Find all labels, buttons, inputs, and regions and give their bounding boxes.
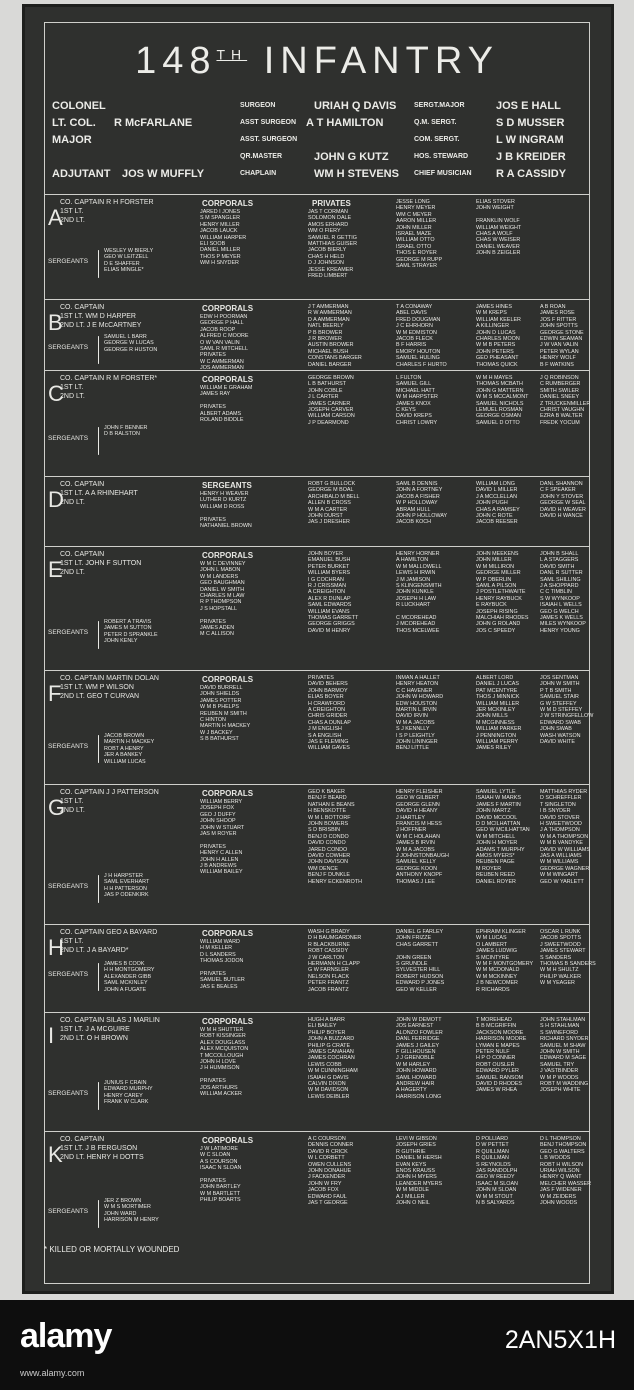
privates-column: A C COURSON DENNIS CONNER DAVID R CRICK W L CORBETT OWEN CULLENS JOHN DONAHUE J FACKENDER JOHN W FRY JACOB FOX EDWARD FAUL JAS T GEORGE	[308, 1136, 354, 1207]
privates-column: WILLIAM LONG DAVID L MILLER J A MCCLELLAN JOHN PUGH CHAS A RAMSEY JOHN C ROTE JACOB REESER	[476, 481, 520, 526]
privates-column: L FULTON SAMUEL GILL MICHAEL HATT W M HARPSTER JAMES KNOX C KEYS DAVID KREPS CHRIST LOWRY	[396, 375, 438, 426]
sgt-major-name: JOS E HALL	[496, 100, 561, 112]
title-word: INFANTRY	[247, 40, 499, 82]
privates-column: JOHN STAHLMAN S H STAHLMAN S SWINEFORD RICHARD SNYDER SAMUEL M SHAW JOHN W SMITH EDWARD M SAGE SAMUEL TRY J VASTBINDER W M P WOODS ROBT M WADDING JOSEPH WHITE	[540, 1017, 589, 1094]
sergeants-label: SERGEANTS	[48, 971, 89, 978]
privates-column: INMAN A HALLET HENRY HEATON C C HAVENER JOHN W HOWARD EDW HOUSTON MARTIN L IRVIN DAVID IRVIN W M A JACOBS S J KENNLLY I S P LEIGHTLY JOHN LININGER BENJ LITTLE	[396, 675, 444, 752]
company-officers: CO. CAPTAIN SILAS J MARLIN 1ST LT. J A MCGUIRE 2ND LT. O H BROWN	[60, 1017, 160, 1042]
company-letter: F	[48, 681, 62, 706]
sergeants-brace	[98, 336, 99, 364]
privates-column: JAS T CORMAN SOLOMON DALE AMOS ERHARD WM O FIERY SAMUEL R GETTIG MATTHIAS GUISER JACOB BIERLY CHAS H HELD D J JOHNSON JESSE KREAMER FRED LIMBERT	[308, 209, 358, 280]
privates-column: MATTHIAS RYDER D SCHREFFLER T SINGLETON I B SNYDER DAVID STOVER H SWEETWOOD J A THOMPSON W M A THOMPSON W M B VANDYKE DAVID W WILLIAMS JAS A WILLIAMS W M WILLIAMS GEORGE WAGNER W M WINGART GEO W YARLETT	[540, 789, 590, 885]
chief-musician-label: CHIEF MUSICIAN	[414, 170, 472, 177]
company-k-roster	[44, 1131, 590, 1250]
sergeants-brace	[98, 250, 99, 278]
adjutant-name: JOS W MUFFLY	[122, 168, 205, 180]
qm-sergt-name: S D MUSSER	[496, 117, 565, 129]
company-letter: A	[48, 205, 63, 230]
privates-column: LEVI W GIBSON JOSEPH GRIES R GUTHRIE DANIEL M HERSH EVAN KEYS ENOS KRAUSS JOHN H MYERS LEANDER MYERS W M MIDDLE A J MILLER JOHN O NEIL	[396, 1136, 443, 1207]
company-officers: CO. CAPTAIN 1ST LT. JOHN F SUTTON 2ND LT.	[60, 551, 142, 576]
privates-column: HUGH A BARR ELI BAILEY PHILIP BOYER JOHN A BUZZARD PHILIP G CRATE JAMES CANAHAN JAMES COCHRAN LEWIS COBB W M CUNNINGHAM ISAIAH G DAVIS CALVIN DIXON W M DAVIDSON LEWIS DEIBLER	[308, 1017, 358, 1100]
company-a-roster	[44, 194, 590, 300]
privates-column: HENRY FLEISHER GEO W GILBERT GEORGE GLENN DAVID H HEANY J HARTLEY FRANCIS M HESS J HOFFNER W M C HOLAHAN JAMES B IRVIN W M A JACOBS J JOHNSTONBAUGH SAMUEL KELLY GEORGE KOON ANTHONY KNOPF THOMAS J LEE	[396, 789, 449, 885]
surgeon-name: URIAH Q DAVIS	[314, 100, 397, 112]
company-h-roster	[44, 924, 596, 1013]
company-letter: K	[48, 1142, 63, 1167]
company-letter: C	[48, 381, 64, 406]
corporals-list: WILLIAM BERRY JOSEPH FOX GEO J DUFFY JOHN SHOOP JOHN W STUART JAS M ROYER PRIVATES HENRY C ALLEN JOHN H ALLEN J B ANDREWS WILLIAM BAILEY	[200, 799, 245, 876]
sergeants-label: SERGEANTS	[48, 1208, 89, 1215]
company-letter: G	[48, 795, 66, 820]
company-officers: CO. CAPTAIN R M FORSTER* 1ST LT. 2ND LT.	[60, 375, 158, 400]
sergeants-list: JER Z BROWN W M S MORTIMER JOHN WARD HARRISON M HENRY	[104, 1198, 159, 1224]
privates-column: DANIEL G FARLEY JOHN FRIZZE CHAS GARRETT JOHN GREEN S GRUNDLE SYLVESTER HILL ROBERT HUDSON EDWARD P JONES GEO W KELLER	[396, 929, 445, 993]
company-b-roster	[44, 299, 590, 371]
company-officers: CO. CAPTAIN GEO A BAYARD 1ST LT. 2ND LT. J A BAYARD*	[60, 929, 158, 954]
sergeants-list: JACOB BROWN MARTIN H MACKEY ROBT A HENRY JER A BANKEY WILLIAM LUCAS	[104, 733, 155, 765]
hos-steward-name: J B KREIDER	[496, 151, 566, 163]
sergeants-brace	[98, 875, 99, 903]
asst-surgeon2-label: ASST. SURGEON	[240, 136, 298, 143]
qm-label: QR.MASTER	[240, 153, 282, 160]
company-officers: CO. CAPTAIN R H FORSTER 1ST LT. 2ND LT.	[60, 199, 154, 224]
privates-column: EPHRAIM KLINGER W M LUCAS O LAMBERT JAMES LUDWIG S MCINTYRE W M F MONTGOMERY W M MCDONALD W M MCKINNEY J B NEWCOMER R RICHARDS	[476, 929, 534, 993]
sergeants-brace	[98, 1082, 99, 1110]
sgt-major-label: SERGT.MAJOR	[414, 102, 465, 109]
privates-column: D POLLIARD D W PETTET R QUILLMAN R QUILLMAN S REYNOLDS JAS RANDOLPH GEO W REEDY ISAAC M SLOAN JOHN M SLOAN W M M STOUT N B SALYARDS	[476, 1136, 518, 1207]
corporals-heading: CORPORALS	[202, 199, 254, 208]
corporals-list: WILLIAM WARD H M KELLER D L SANDERS THOMAS JODON PRIVATES SAMUEL BUTLER JAS E BEALES	[200, 939, 245, 990]
title-number: 148	[135, 40, 217, 82]
company-officers: CO. CAPTAIN J J PATTERSON 1ST LT. 2ND LT.	[60, 789, 159, 814]
privates-column: J Q ROBINSON C RUMBERGER SMITH SWILER DANIEL SNEEY Z TRUCKENMILLER CHRIST VAUGHN EZRA B WALTER FREDK YOCUM	[540, 375, 591, 426]
sergeants-brace	[98, 621, 99, 649]
privates-column: JOHN MEEKENS JOHN MILLER W M MILLIRON GEORGE MILLER W P OBERLIN SAML A PILSON J POSTLETHWAITE HENRY RAYBUCK E RAYBUCK JOSEPH RISING MALCHIAH RHODES JOHN G ROLAND JOS C SPEEDY	[476, 551, 529, 634]
sergeants-label: SERGEANTS	[48, 435, 89, 442]
company-f-roster	[44, 670, 594, 785]
title-superscript: TH	[216, 46, 248, 63]
sergeants-list: JOHN F BENNER D B RALSTON	[104, 425, 148, 438]
asst-surgeon-label: ASST SURGEON	[240, 119, 297, 126]
privates-column: SAMUEL LYTLE ISAIAH W MARKS JAMES F MARTIN JOHN MARTZ DAVID MCCOOL D D MCILHATTAN GEO W MCILHATTAN W M MITCHELL JOHN H MOYER ADAMS T MURPHY AMOS MYERS* REUBEN PAGE M ROYER REUBEN REED DANIEL ROYER	[476, 789, 530, 885]
privates-column: OSCAR L RUNK JACOB SPOTTS J SWEETWOOD JAMES STEWART S SANDERS THOMAS B SANDERS W M H SHULTZ PHILIP WALKER W M YEAGER	[540, 929, 596, 987]
company-officers: CO. CAPTAIN 1ST LT. WM D HARPER 2ND LT. J E McCARTNEY	[60, 304, 142, 329]
sergeants-label: SERGEANTS	[48, 1090, 89, 1097]
corporals-heading: CORPORALS	[202, 1017, 254, 1026]
sergeants-label: SERGEANTS	[48, 743, 89, 750]
hos-steward-label: HOS. STEWARD	[414, 153, 469, 160]
corporals-heading: CORPORALS	[202, 1136, 254, 1145]
sergeants-brace	[98, 963, 99, 991]
company-officers: CO. CAPTAIN 1ST LT. J B FERGUSON 2ND LT. HENRY H DOTTS	[60, 1136, 144, 1161]
privates-column: DANL SHANNON C F SPEAKER JOHN Y STOVER GEORGE W SEAL DAVID H WEAVER DAVID H WANCE	[540, 481, 586, 520]
sergeants-label: SERGEANTS	[48, 629, 89, 636]
privates-column: J T AMMERMAN R W AMMERMAN D A AMMERMAN NATL BEERLY P B BROWER J R BROWER AUSTIN BROWER MICHAEL BUSH CONSTANS BARGER DANIEL BARGER	[308, 304, 362, 368]
privates-column: JAMES HINES W M KREPS WILLIAM KEELER A KILLINGER JOHN D LUCAS CHARLES MOON W M B PETERS JOHN PETERS GEO PHEASANT THOMAS QUICK	[476, 304, 521, 368]
lt-col-name: R McFARLANE	[114, 117, 193, 129]
privates-column: A B ROAN JAMES ROSE JOS F RITTER JOHN SPOTTS GEORGE STONE EDWIN SEAMAN J W VAN VALIN PETER WYLAN HENRY WOLF B F WATKINS	[540, 304, 584, 368]
corporals-list: WILLIAM E GRAHAM JAMES RAY PRIVATES ALBERT ADAMS ROLAND BIDDLE	[200, 385, 253, 424]
watermark-url: www.alamy.com	[20, 1368, 85, 1378]
company-letter: B	[48, 310, 63, 335]
surgeon-label: SURGEON	[240, 102, 276, 109]
privates-column: HENRY HORNER A HAMILTON W M MALLOWELL LEWIS H IRWIN J M JAMISON S KLINGENSMITH JOHN KUNKLE JOSEPH H LAW R LUCKHART C MCOREHEAD J MCOREHEAD THOS MCELWEE	[396, 551, 442, 634]
sergeants-list: JUNIUS F CRAIN EDWARD MURPHY HENRY CAREY FRANK W CLARK	[104, 1080, 153, 1106]
corporals-heading: CORPORALS	[202, 551, 254, 560]
corporals-heading: SERGEANTS	[202, 481, 252, 490]
privates-column: JOHN BOYER EMANUEL BUSH PETER BURKET WILLIAM BYERS I G COCHRAN R J CRISSMAN A CREIGHTON ALEX R DUNLAP SAML EDWARDS WILLIAM EVANS THOMAS GARRETT GEORGE GRIGGS DAVID M HENRY	[308, 551, 359, 634]
chief-musician-name: R A CASSIDY	[496, 168, 567, 180]
privates-heading: PRIVATES	[312, 199, 351, 208]
colonel-label: COLONEL	[52, 100, 106, 112]
privates-column: JOS SENTMAN JOHN W SMITH P T B SMITH SAMUEL STAIR G W STEFFEY W M D STEFFEY J W STRINGFELLOW EDWARD SWAB JOHN SWAB WASH WATSON DAVID WHITE	[540, 675, 594, 746]
sergeants-brace	[98, 427, 99, 455]
sergeants-brace	[98, 735, 99, 763]
privates-column: W M H MAYES THOMAS MCBATH JOHN G MATTERN W M S MCCALMONT SAMUEL NICHOLS LEMUEL ROSMAN GEORGE OSMAN SAMUEL D OTTO	[476, 375, 529, 426]
corporals-list: EDW H POORMAN GEORGE P HALL JACOB ROOP ALFRED C MOORE O W VAN VALIN SAML R MITCHELL PRIVATES W C AMMERMAN JOS AMMERMAN	[200, 314, 249, 372]
privates-column: GEO K BAKER BENJ F BEARD NATHAN E BEANS H BENSKOTTE W M L BOTTORF JOHN BOWERS S D BRISBIN BENJ D CONDO DAVID CONDO JARED CONDO DAVID COWHER JOHN DAVISON WM DENCE BENJ F DUNKLE HENRY ECKENROTH	[308, 789, 363, 885]
privates-column: T A CONAWAY ABEL DAVIS FRED DOUGMAN J C EHRHORN W M EDMISTON JACOB FLECK B F HARRIS EMORY HOUTON SAMUEL HULING CHARLES F HURTO	[396, 304, 447, 368]
company-i-roster	[44, 1012, 590, 1132]
asst-surgeon-name: A T HAMILTON	[306, 117, 384, 129]
com-sergt-label: COM. SERGT.	[414, 136, 460, 143]
chaplain-name: WM H STEVENS	[314, 168, 399, 180]
company-letter: H	[48, 935, 64, 960]
com-sergt-name: L W INGRAM	[496, 134, 564, 146]
sergeants-label: SERGEANTS	[48, 883, 89, 890]
privates-column: ROBT G BULLOCK GEORGE M BOAL ARCHIBALD M BELL ALLEN B CROSS W M A CARTER JOHN DURST JAS J DRESHER	[308, 481, 360, 526]
chaplain-label: CHAPLAIN	[240, 170, 277, 177]
image-code: 2AN5X1H	[504, 1326, 616, 1354]
sergeants-label: SERGEANTS	[48, 258, 89, 265]
privates-column: JESSE LONG HENRY MEYER WM C MEYER AARON MILLER JOHN MILLER ISRAEL MAZE WILLIAM OTTO ISRAEL OTTO THOS E ROYER GEORGE M RUPP SAML STRAYER	[396, 199, 443, 270]
company-letter: I	[48, 1023, 55, 1048]
sergeants-brace	[98, 1200, 99, 1228]
privates-column: SAML B DENNIS JOHN A FORTNEY JACOB A FISHER W P HOLLOWAY ABRAM HULL JOHN P HOLLOWAY JACOB KOCH	[396, 481, 448, 526]
privates-column: GEORGE BROWN L B BATHURST JOHN COBLE J L CARTER JAMES CARNER JOSEPH CARVER WILLIAM CARSON J P DEARMOND	[308, 375, 355, 426]
lt-col-label: LT. COL.	[52, 117, 96, 129]
company-c-roster	[44, 370, 590, 477]
major-label: MAJOR	[52, 134, 92, 146]
corporals-heading: CORPORALS	[202, 929, 254, 938]
company-officers: CO. CAPTAIN MARTIN DOLAN 1ST LT. WM P WILSON 2ND LT. GEO T CURVAN	[60, 675, 159, 700]
sergeants-list: J H HARPSTER SAML EVERHART H H PATTERSON JAS P ODENKIRK	[104, 873, 150, 899]
corporals-list: W M C DEVINNEY JOHN L MABON W M LANDERS GEO BAUGHMAN DANIEL W SMITH CHARLES M LAW R P THOMPSON J S HOPSTALL PRIVATES JAMES ADEN M C ALLISON	[200, 561, 246, 638]
corporals-heading: CORPORALS	[202, 304, 254, 313]
sergeants-list: WESLEY W BIERLY GEO W LEITZELL D E SHAFFER ELIAS MINGLE*	[104, 248, 154, 274]
company-g-roster	[44, 784, 590, 925]
privates-column: JOHN B SHALL L A STAGGERS DAVID SMITH DANL R SUTTER SAML SHILLING J A SHOPPARD C C TIMBLIN S W WYNKOOP ISAIAH L WELLS GEO G WELCH JAMES K WELLS MILES WYNKOOP HENRY YOUNG	[540, 551, 586, 634]
corporals-list: DAVID BURRELL JOHN SHIELDS JAMES POTTER W M B PHELPS REUBEN M SMITH C HINTON MARTIN H MACKEY W J BACKEY S B BATHURST	[200, 685, 251, 743]
alamy-logo: alamy	[20, 1317, 112, 1355]
field-and-staff	[52, 100, 586, 190]
sergeants-list: SAMUEL L BARR GEORGE W LUCAS GEORGE R HUSTON	[104, 334, 158, 353]
corporals-heading: CORPORALS	[202, 789, 254, 798]
regiment-title	[44, 40, 590, 83]
adjutant-label: ADJUTANT	[52, 168, 111, 180]
company-letter: E	[48, 557, 63, 582]
privates-column: D L THOMPSON BENJ THOMPSON GEO G WALTERS L B WOODS ROBT H WILSON URIAH WILSON HENRY Q WANT MELCHER WASSER JAS F WIDENER W M ZEIDERS JOHN WOODS	[540, 1136, 592, 1207]
company-officers: CO. CAPTAIN 1ST LT. A A RHINEHART 2ND LT.	[60, 481, 138, 506]
sergeants-list: ROBERT A TRAVIS JAMES M SUTTON PETER D SPRANKLE JOHN KENLY	[104, 619, 158, 645]
company-e-roster	[44, 546, 590, 671]
privates-column: JOHN W DEMOTT JOS EARNEST ALONZO FOWLER DANL FERRIDGE JAMES J GAILEY F GILLHOUSEN J J GRENOBLE W M HARLEY JOHN HOWARD SAML HOWARD ANDREW HAIR A HAGERTY HARRISON LONG	[396, 1017, 443, 1100]
qm-sergt-label: Q.M. SERGT.	[414, 119, 457, 126]
company-d-roster	[44, 476, 590, 547]
corporals-list: HENRY H WEAVER LUTHER D KURTZ WILLIAM D ROSS PRIVATES NATHANIEL BROWN	[200, 491, 252, 530]
qm-name: JOHN G KUTZ	[314, 151, 389, 163]
privates-column: PRIVATES DAVID BEHERS JOHN BARMOY ELIAS BOYER H CRAWFORD A CREIGHTON CHRIS GRIDER CHAS A DUNLAP J M ENGLISH S A ENGLISH JAS E FLEMING WILLIAM GAVES	[308, 675, 351, 752]
corporals-heading: CORPORALS	[202, 675, 254, 684]
company-letter: D	[48, 487, 64, 512]
privates-column: ELIAS STOVER JOHN WEIGHT FRANKLIN WOLF WILLIAM WEIGHT CHAS A WOLF CHAS W WEISER DANIEL WEAVER JOHN B ZEIGLER	[476, 199, 522, 257]
sergeants-list: JAMES B COOK H H MONTGOMERY ALEXANDER GIBB SAML MCKINLEY JOHN A FUGATE	[104, 961, 155, 993]
corporals-list: JARED I JONES S M SPANGLER HENRY MILLER JACOB LAUCK WILLIAM HARPER ELI SOOB DANIEL MILLER THOS P MEYER WM H SNYDER	[200, 209, 247, 267]
privates-column: T MOREHEAD B B MCGRIFFIN JACKSON MOORE HARRISON MOORE LYMAN E MAPES PETER NULF H P O CONNER ROBT OUSLER EDWARD PYLER SAMUEL RANSOM DAVID D RHODES JAMES W RHEA	[476, 1017, 527, 1094]
corporals-list: J W LATIMORE W C SLOAN A S COURSON ISAAC N SLOAN PRIVATES JOHN BARTLEY W M BARTLETT PHILIP BOARTS	[200, 1146, 242, 1204]
corporals-heading: CORPORALS	[202, 375, 254, 384]
killed-footnote: * KILLED OR MORTALLY WOUNDED	[44, 1245, 180, 1254]
privates-column: WASH G BRADY D H BAUMGARDNER R BLACKBURNE ROBT CASSIDY J W CARLTON HERMANN H CLAPP G W FARNSLER NELSON FLACK PETER FRANTZ JACOB FRANTZ	[308, 929, 362, 993]
privates-column: ALBERT LORD DANIEL J LUCAS PAT MCENTYRE THOS J MINNICK WILLIAM MILLER JER MCKINLEY JOHN MILLS M MCGINNESS WILLIAM PARKER J PENNINGTON WILLIAM PERRY JAMES RILEY	[476, 675, 522, 752]
corporals-list: W M H SHUTTER ROBT KISSINGER ALEX DOUGLASS ALEX MCQUISTON T MCCOLLOUGH JOHN H LOVE J H HUMMISON PRIVATES JOS ARTHURS WILLIAM ACKER	[200, 1027, 249, 1098]
sergeants-label: SERGEANTS	[48, 344, 89, 351]
